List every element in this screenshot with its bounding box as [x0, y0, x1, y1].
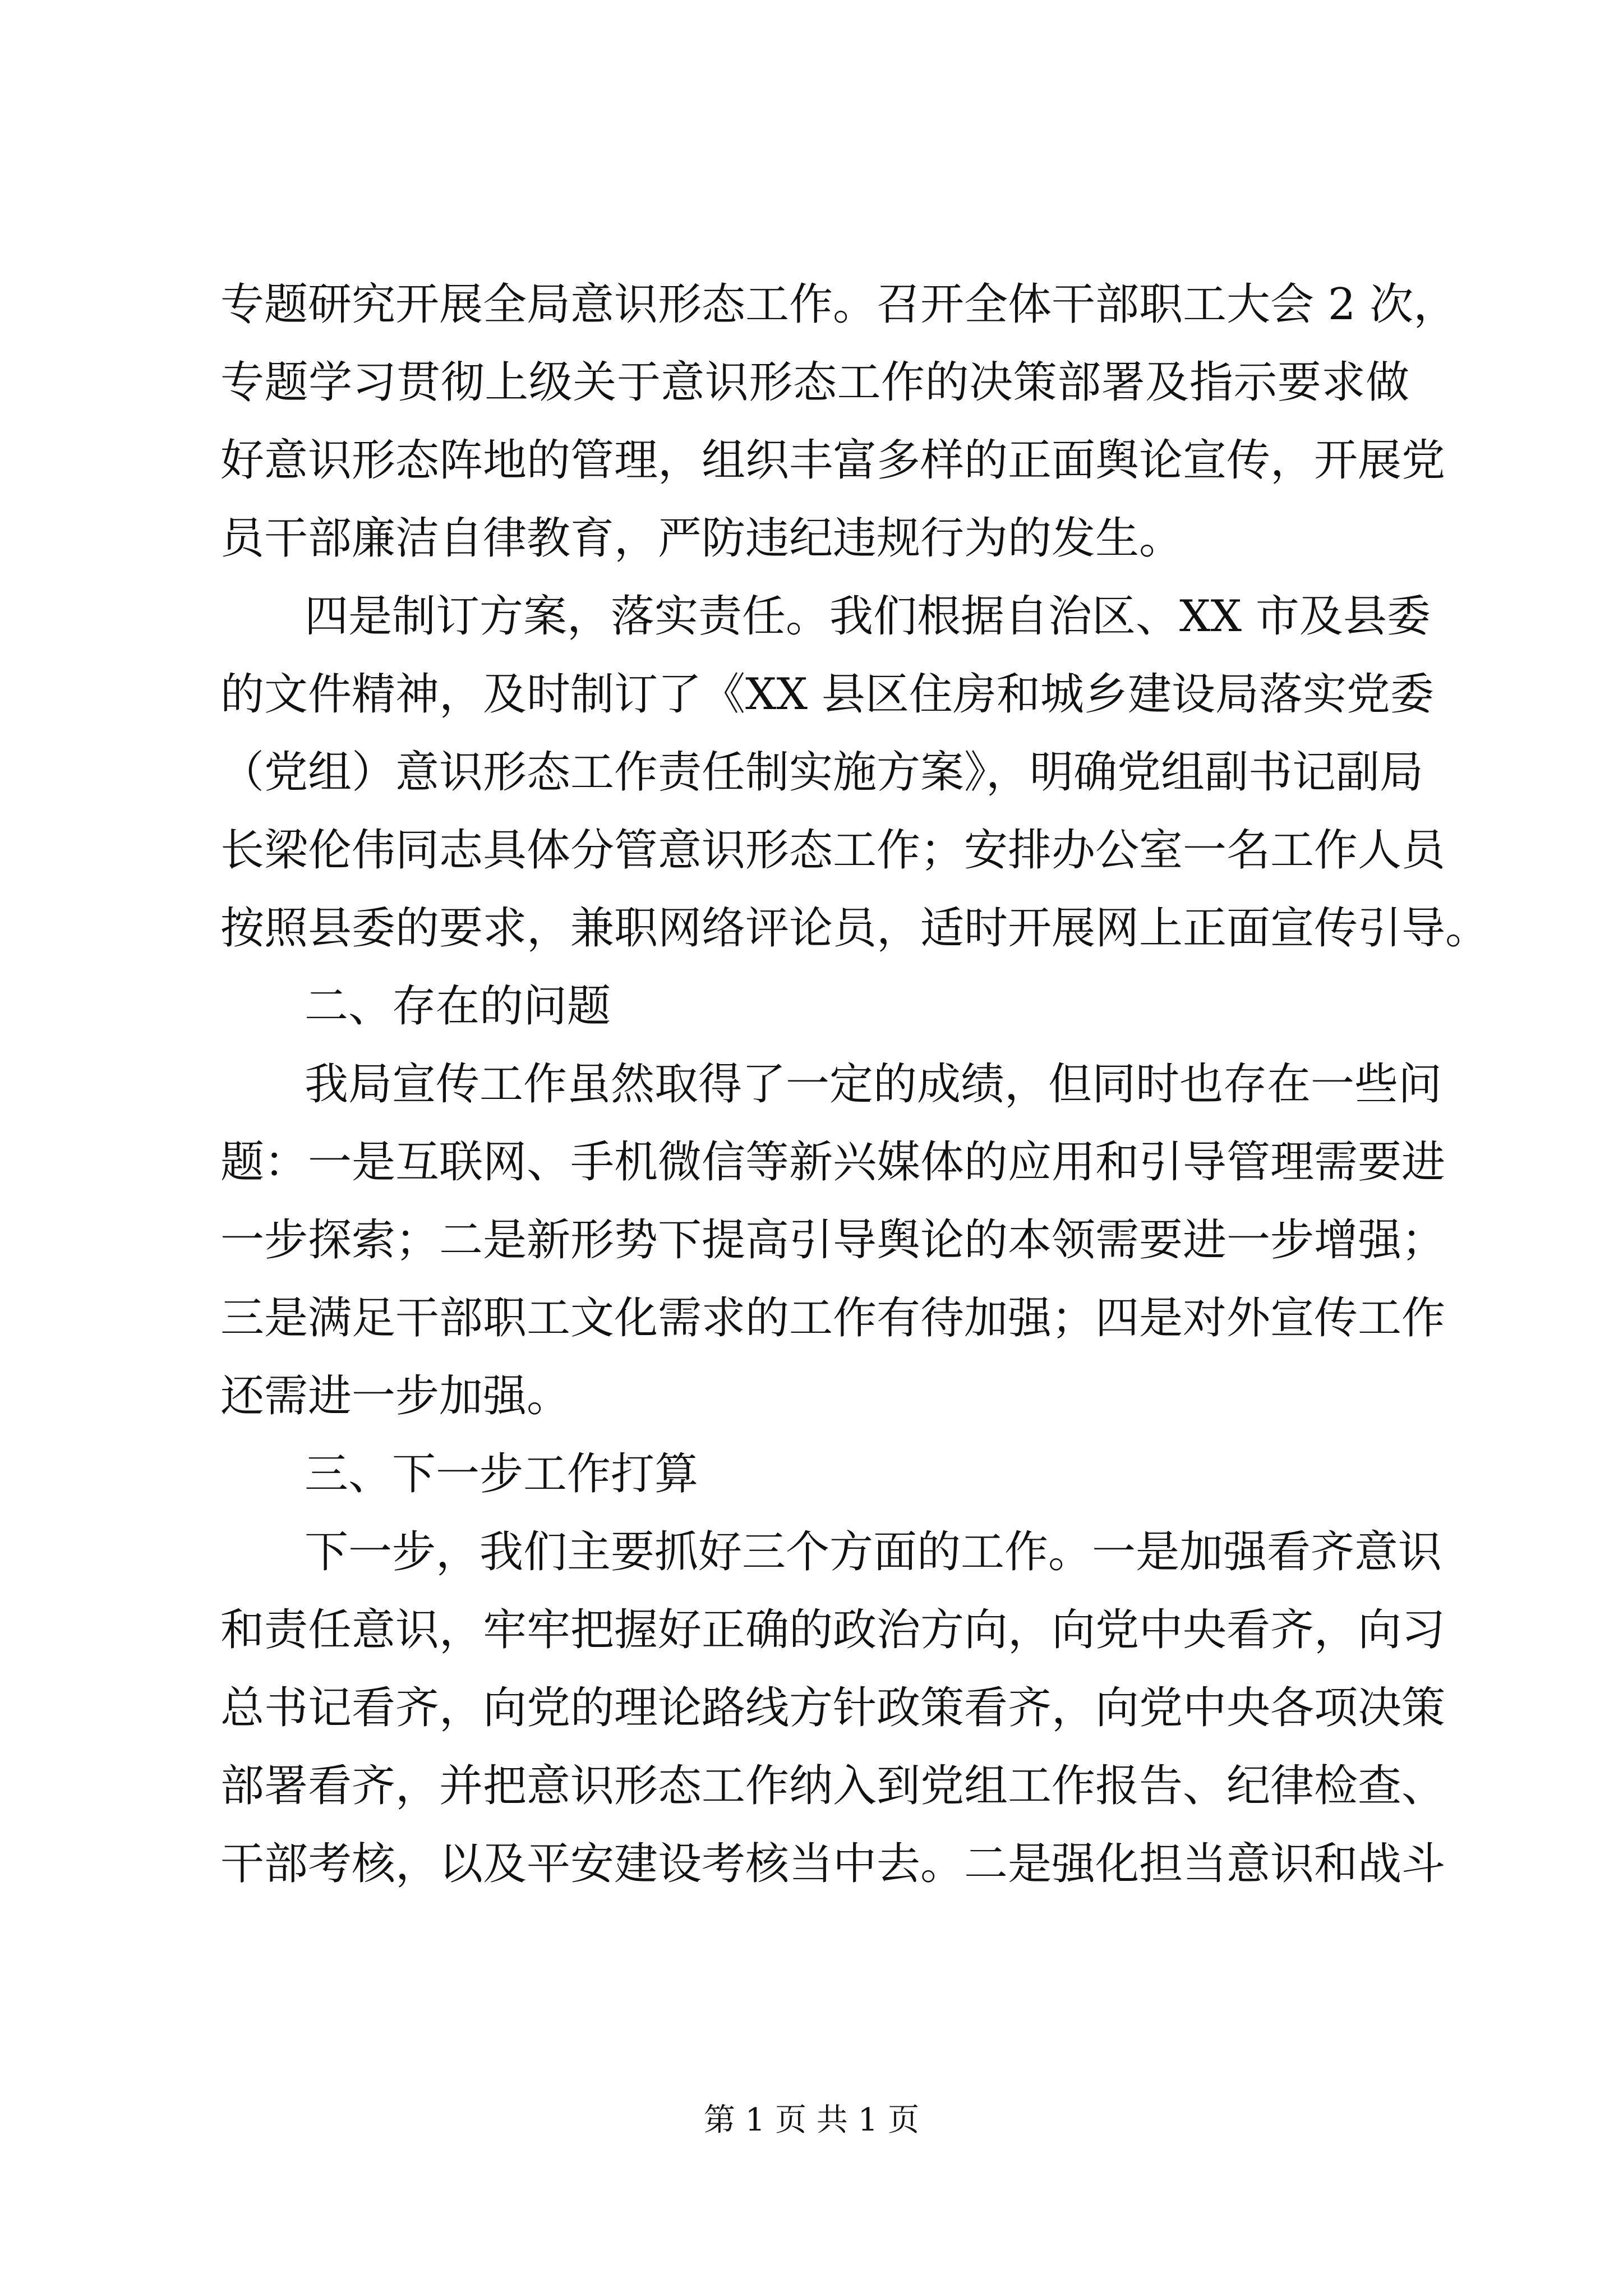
- text-line: 员干部廉洁自律教育，严防违纪违规行为的发生。: [220, 513, 1183, 564]
- text-line: 和责任意识，牢牢把握好正确的政治方向，向党中央看齐，向习: [220, 1605, 1446, 1655]
- text-line: 下一步，我们主要抓好三个方面的工作。一是加强看齐意识: [305, 1527, 1442, 1577]
- text-line: 的文件精神，及时制订了《XX 县区住房和城乡建设局落实党委: [220, 669, 1434, 720]
- text-line: 一步探索；二是新形势下提高引导舆论的本领需要进一步增强；: [220, 1215, 1446, 1266]
- text-line: 按照县委的要求，兼职网络评论员，适时开展网上正面宣传引导。: [220, 903, 1490, 954]
- page-number-footer: 第 1 页 共 1 页: [703, 2102, 920, 2138]
- text-line: 总书记看齐，向党的理论路线方针政策看齐，向党中央各项决策: [220, 1683, 1446, 1733]
- text-line: 干部考核，以及平安建设考核当中去。二是强化担当意识和战斗: [220, 1839, 1446, 1889]
- text-line: 题：一是互联网、手机微信等新兴媒体的应用和引导管理需要进: [220, 1137, 1446, 1188]
- paragraph-continuation: [220, 266, 1458, 578]
- section-heading: 三、下一步工作打算: [305, 1449, 699, 1499]
- text-line: 三是满足干部职工文化需求的工作有待加强；四是对外宣传工作: [220, 1293, 1446, 1343]
- text-line: 部署看齐，并把意识形态工作纳入到党组工作报告、纪律检查、: [220, 1761, 1446, 1811]
- text-line: （党组）意识形态工作责任制实施方案》，明确党组副书记副局: [220, 747, 1424, 798]
- paragraph: [220, 578, 1490, 968]
- text-line: 四是制订方案，落实责任。我们根据自治区、XX 市及县委: [305, 591, 1431, 642]
- text-line: 专题学习贯彻上级关于意识形态工作的决策部署及指示要求做: [220, 357, 1409, 408]
- text-line: 长梁伦伟同志具体分管意识形态工作；安排办公室一名工作人员: [220, 825, 1446, 876]
- text-line: 我局宣传工作虽然取得了一定的成绩，但同时也存在一些问: [305, 1059, 1442, 1110]
- text-line: 好意识形态阵地的管理，组织丰富多样的正面舆论宣传，开展党: [220, 435, 1446, 486]
- text-line: 还需进一步加强。: [220, 1371, 571, 1421]
- paragraph: [220, 1046, 1446, 1435]
- document-body: [220, 266, 1490, 1903]
- text-line: 专题研究开展全局意识形态工作。召开全体干部职工大会 2 次，: [220, 279, 1458, 330]
- paragraph: [220, 1513, 1446, 1903]
- section-heading: 二、存在的问题: [305, 981, 611, 1032]
